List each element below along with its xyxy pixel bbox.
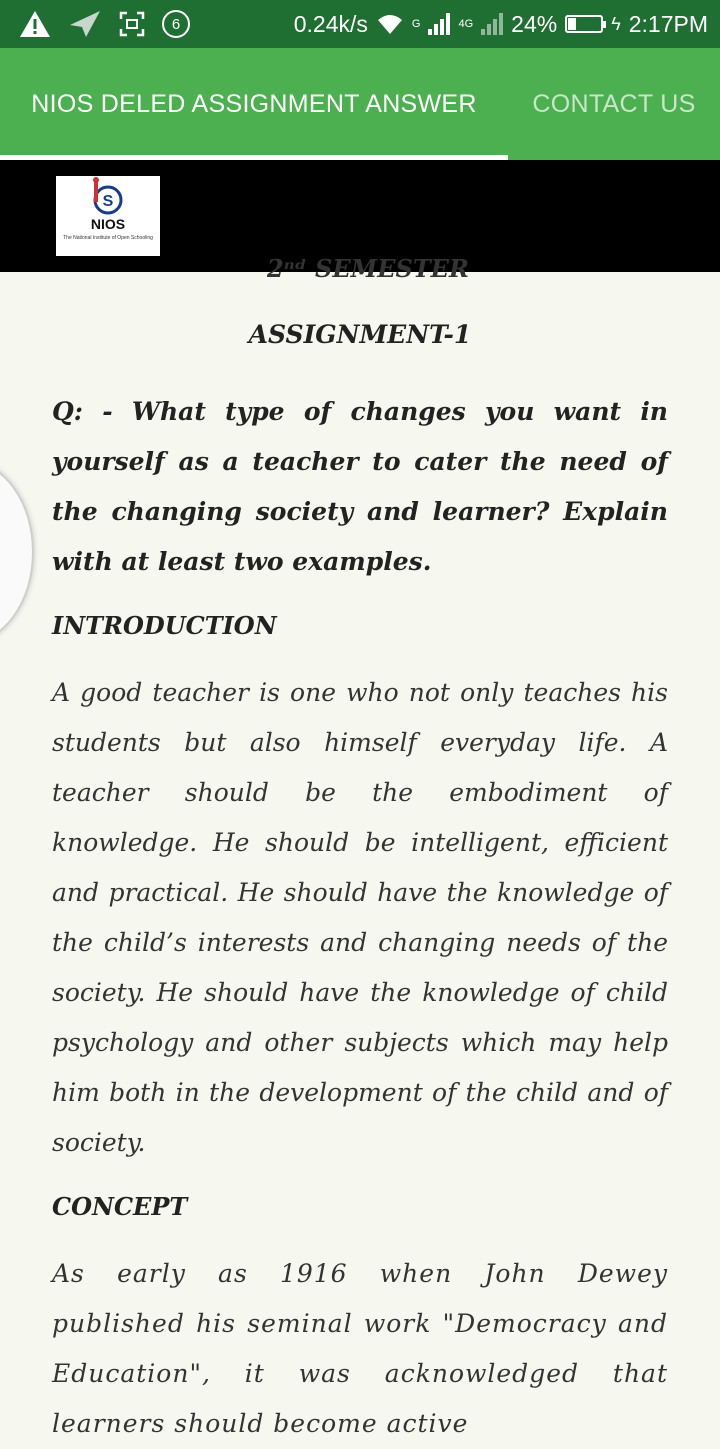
concept-heading: CONCEPT	[52, 1192, 188, 1221]
battery-percent: 24%	[511, 10, 558, 37]
network-label-g: G	[411, 18, 421, 30]
status-bar	[0, 0, 720, 48]
tab-assignment-answer[interactable]	[0, 48, 508, 160]
logo-subtitle: The National Institute of Open Schooling	[63, 235, 153, 241]
article-content	[52, 254, 668, 1449]
notification-count-badge	[162, 10, 190, 38]
network-speed: 0.24k/s	[293, 10, 368, 37]
charging-icon: ϟ	[611, 13, 621, 34]
logo-name: NIOS	[90, 216, 126, 232]
nios-emblem-icon	[88, 176, 128, 216]
floating-edge-handle[interactable]	[0, 460, 34, 644]
screenshot-icon	[118, 10, 146, 38]
tab-contact-us-label: CONTACT US	[532, 89, 696, 118]
status-bar-right	[294, 8, 708, 40]
introduction-paragraph: A good teacher is one who not only teaches his students but also himself everyday life. A teacher should be the embodiment of knowledge. He should be intelligent, efficient and practical. He should have the knowledge of the child’s interests and changing needs of the society. He should have the knowledge of child psychology and other subjects which may help him both in the development of the child and of society.	[52, 678, 668, 1157]
send-arrow-icon	[68, 9, 102, 39]
nios-logo[interactable]	[56, 176, 160, 256]
introduction-heading: INTRODUCTION	[52, 611, 277, 640]
battery-fill	[568, 18, 576, 30]
semester-heading: 2ⁿᵈ SEMESTER	[267, 254, 469, 283]
tab-contact-us[interactable]	[508, 48, 720, 160]
status-bar-left	[18, 8, 190, 40]
clock: 2:17PM	[628, 10, 708, 37]
network-label-4g: 4G	[458, 18, 474, 30]
warning-icon	[18, 9, 52, 39]
signal-bars-icon	[428, 13, 450, 35]
svg-text:S: S	[102, 193, 114, 210]
question-text: Q: - What type of changes you want in yourself as a teacher to cater the need of the changing society and learner? Explain with at least two examples.	[52, 397, 668, 576]
assignment-title: ASSIGNMENT-1	[248, 320, 472, 349]
tab-assignment-answer-label: NIOS DELED ASSIGNMENT ANSWER	[31, 89, 477, 118]
tab-bar	[0, 48, 720, 160]
wifi-icon	[376, 12, 404, 36]
signal-bars-2-icon	[481, 13, 503, 35]
notification-count: 6	[171, 15, 181, 33]
concept-paragraph: As early as 1916 when John Dewey published his seminal work "Democracy and Education", it was acknowledged that learners should become active	[52, 1259, 668, 1438]
battery-icon	[565, 15, 603, 33]
